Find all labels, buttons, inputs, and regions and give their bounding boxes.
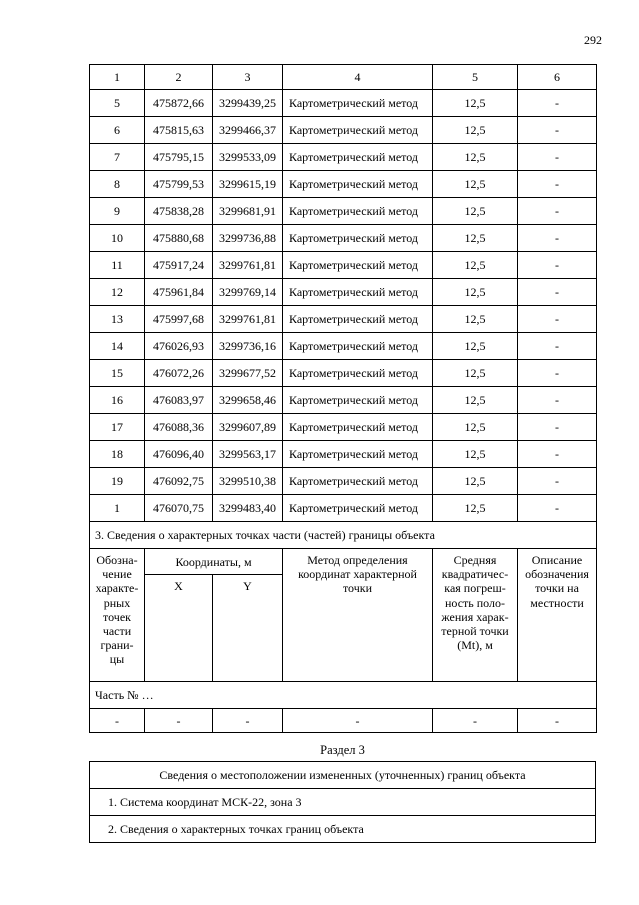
coord-y-cell: 3299769,14 [213, 279, 283, 306]
table-row [90, 252, 597, 279]
coordinate-system-row-text: 1. Система координат МСК-22, зона 3 [90, 789, 596, 816]
point-number-cell: 1 [90, 495, 145, 522]
table-row [90, 495, 597, 522]
y-header: Y [213, 575, 283, 682]
description-cell: - [518, 90, 597, 117]
point-number-cell: 19 [90, 468, 145, 495]
coord-x-cell: 476026,93 [145, 333, 213, 360]
method-cell: Картометрический метод [283, 387, 433, 414]
point-number-cell: 13 [90, 306, 145, 333]
method-cell: Картометрический метод [283, 333, 433, 360]
table-row [90, 387, 597, 414]
method-cell: Картометрический метод [283, 495, 433, 522]
method-cell: Картометрический метод [283, 279, 433, 306]
coord-x-cell: 476088,36 [145, 414, 213, 441]
accuracy-cell: 12,5 [433, 144, 518, 171]
empty-cell: - [518, 709, 597, 733]
table-row [90, 117, 597, 144]
section-3-subtitle-text: Сведения о местоположении измененных (уточненных) границ объекта [90, 762, 596, 789]
coord-x-cell: 476072,26 [145, 360, 213, 387]
coord-y-cell: 3299615,19 [213, 171, 283, 198]
description-header: Описание обозначения точки на местности [518, 549, 597, 682]
header-col-4: 4 [283, 65, 433, 90]
boundary-points-row [90, 816, 596, 843]
coordinate-system-row [90, 789, 596, 816]
description-cell: - [518, 144, 597, 171]
point-number-cell: 12 [90, 279, 145, 306]
header-col-1: 1 [90, 65, 145, 90]
point-number-cell: 15 [90, 360, 145, 387]
method-cell: Картометрический метод [283, 171, 433, 198]
method-header: Метод определения координат характерной точки [283, 549, 433, 682]
part-label: Часть № … [90, 682, 597, 709]
description-cell: - [518, 117, 597, 144]
coord-x-cell: 475880,68 [145, 225, 213, 252]
table-row [90, 198, 597, 225]
table-row [90, 468, 597, 495]
coord-y-cell: 3299533,09 [213, 144, 283, 171]
point-number-cell: 9 [90, 198, 145, 225]
section-title-row [90, 522, 597, 549]
coord-x-cell: 476070,75 [145, 495, 213, 522]
empty-cell: - [283, 709, 433, 733]
point-number-cell: 18 [90, 441, 145, 468]
part-label-row [90, 682, 597, 709]
section-3-subtitle [90, 762, 596, 789]
accuracy-cell: 12,5 [433, 306, 518, 333]
coord-y-cell: 3299563,17 [213, 441, 283, 468]
description-cell: - [518, 171, 597, 198]
accuracy-cell: 12,5 [433, 414, 518, 441]
designation-header: Обозна- чение характе- рных точек части грани- цы [90, 549, 145, 682]
description-cell: - [518, 414, 597, 441]
header-number-row [90, 65, 597, 90]
coord-y-cell: 3299761,81 [213, 306, 283, 333]
accuracy-cell: 12,5 [433, 387, 518, 414]
method-cell: Картометрический метод [283, 414, 433, 441]
description-cell: - [518, 306, 597, 333]
coord-y-cell: 3299466,37 [213, 117, 283, 144]
method-cell: Картометрический метод [283, 360, 433, 387]
coordinates-header: Координаты, м [145, 549, 283, 575]
table-row [90, 414, 597, 441]
section-heading: Раздел 3 [320, 743, 365, 757]
table-row [90, 144, 597, 171]
description-cell: - [518, 441, 597, 468]
coord-y-cell: 3299736,16 [213, 333, 283, 360]
boundary-points-table [89, 64, 597, 733]
point-number-cell: 8 [90, 171, 145, 198]
point-number-cell: 5 [90, 90, 145, 117]
coord-y-cell: 3299677,52 [213, 360, 283, 387]
description-cell: - [518, 279, 597, 306]
description-cell: - [518, 225, 597, 252]
accuracy-cell: 12,5 [433, 360, 518, 387]
method-cell: Картометрический метод [283, 252, 433, 279]
coord-x-cell: 475799,53 [145, 171, 213, 198]
coord-y-cell: 3299607,89 [213, 414, 283, 441]
description-cell: - [518, 495, 597, 522]
coord-y-cell: 3299510,38 [213, 468, 283, 495]
page-number: 292 [584, 33, 602, 47]
section-title: 3. Сведения о характерных точках части (частей) границы объекта [90, 522, 597, 549]
point-number-cell: 10 [90, 225, 145, 252]
point-number-cell: 17 [90, 414, 145, 441]
column-header-row [90, 549, 597, 575]
table-row [90, 360, 597, 387]
coord-y-cell: 3299761,81 [213, 252, 283, 279]
table-row [90, 171, 597, 198]
method-cell: Картометрический метод [283, 468, 433, 495]
table-row [90, 225, 597, 252]
coord-y-cell: 3299736,88 [213, 225, 283, 252]
method-cell: Картометрический метод [283, 306, 433, 333]
table-row [90, 441, 597, 468]
coord-x-cell: 476092,75 [145, 468, 213, 495]
accuracy-cell: 12,5 [433, 198, 518, 225]
coord-x-cell: 475917,24 [145, 252, 213, 279]
accuracy-cell: 12,5 [433, 333, 518, 360]
accuracy-cell: 12,5 [433, 495, 518, 522]
coord-x-cell: 475815,63 [145, 117, 213, 144]
coord-x-cell: 476083,97 [145, 387, 213, 414]
accuracy-cell: 12,5 [433, 252, 518, 279]
method-cell: Картометрический метод [283, 144, 433, 171]
header-col-2: 2 [145, 65, 213, 90]
description-cell: - [518, 198, 597, 225]
method-cell: Картометрический метод [283, 90, 433, 117]
method-cell: Картометрический метод [283, 441, 433, 468]
accuracy-cell: 12,5 [433, 279, 518, 306]
accuracy-cell: 12,5 [433, 117, 518, 144]
x-header: X [145, 575, 213, 682]
method-cell: Картометрический метод [283, 198, 433, 225]
accuracy-cell: 12,5 [433, 171, 518, 198]
empty-cell: - [213, 709, 283, 733]
accuracy-cell: 12,5 [433, 90, 518, 117]
section-3-table [89, 761, 596, 843]
point-number-cell: 11 [90, 252, 145, 279]
coord-y-cell: 3299681,91 [213, 198, 283, 225]
coord-y-cell: 3299483,40 [213, 495, 283, 522]
accuracy-header: Средняя квадратичес- кая погреш- ность поло- жения харак- терной точки (Mt), м [433, 549, 518, 682]
accuracy-cell: 12,5 [433, 468, 518, 495]
description-cell: - [518, 252, 597, 279]
point-number-cell: 14 [90, 333, 145, 360]
description-cell: - [518, 333, 597, 360]
empty-row [90, 709, 597, 733]
accuracy-cell: 12,5 [433, 225, 518, 252]
empty-cell: - [90, 709, 145, 733]
header-col-6: 6 [518, 65, 597, 90]
method-cell: Картометрический метод [283, 117, 433, 144]
table-row [90, 279, 597, 306]
description-cell: - [518, 468, 597, 495]
coord-x-cell: 476096,40 [145, 441, 213, 468]
coord-x-cell: 475961,84 [145, 279, 213, 306]
coord-x-cell: 475838,28 [145, 198, 213, 225]
coord-y-cell: 3299439,25 [213, 90, 283, 117]
empty-cell: - [145, 709, 213, 733]
coord-y-cell: 3299658,46 [213, 387, 283, 414]
header-col-3: 3 [213, 65, 283, 90]
empty-cell: - [433, 709, 518, 733]
accuracy-cell: 12,5 [433, 441, 518, 468]
coord-x-cell: 475795,15 [145, 144, 213, 171]
header-col-5: 5 [433, 65, 518, 90]
point-number-cell: 7 [90, 144, 145, 171]
table-row [90, 333, 597, 360]
table-row [90, 90, 597, 117]
point-number-cell: 16 [90, 387, 145, 414]
coord-x-cell: 475872,66 [145, 90, 213, 117]
coord-x-cell: 475997,68 [145, 306, 213, 333]
table-row [90, 306, 597, 333]
method-cell: Картометрический метод [283, 225, 433, 252]
description-cell: - [518, 387, 597, 414]
boundary-points-row-text: 2. Сведения о характерных точках границ объекта [90, 816, 596, 843]
point-number-cell: 6 [90, 117, 145, 144]
description-cell: - [518, 360, 597, 387]
